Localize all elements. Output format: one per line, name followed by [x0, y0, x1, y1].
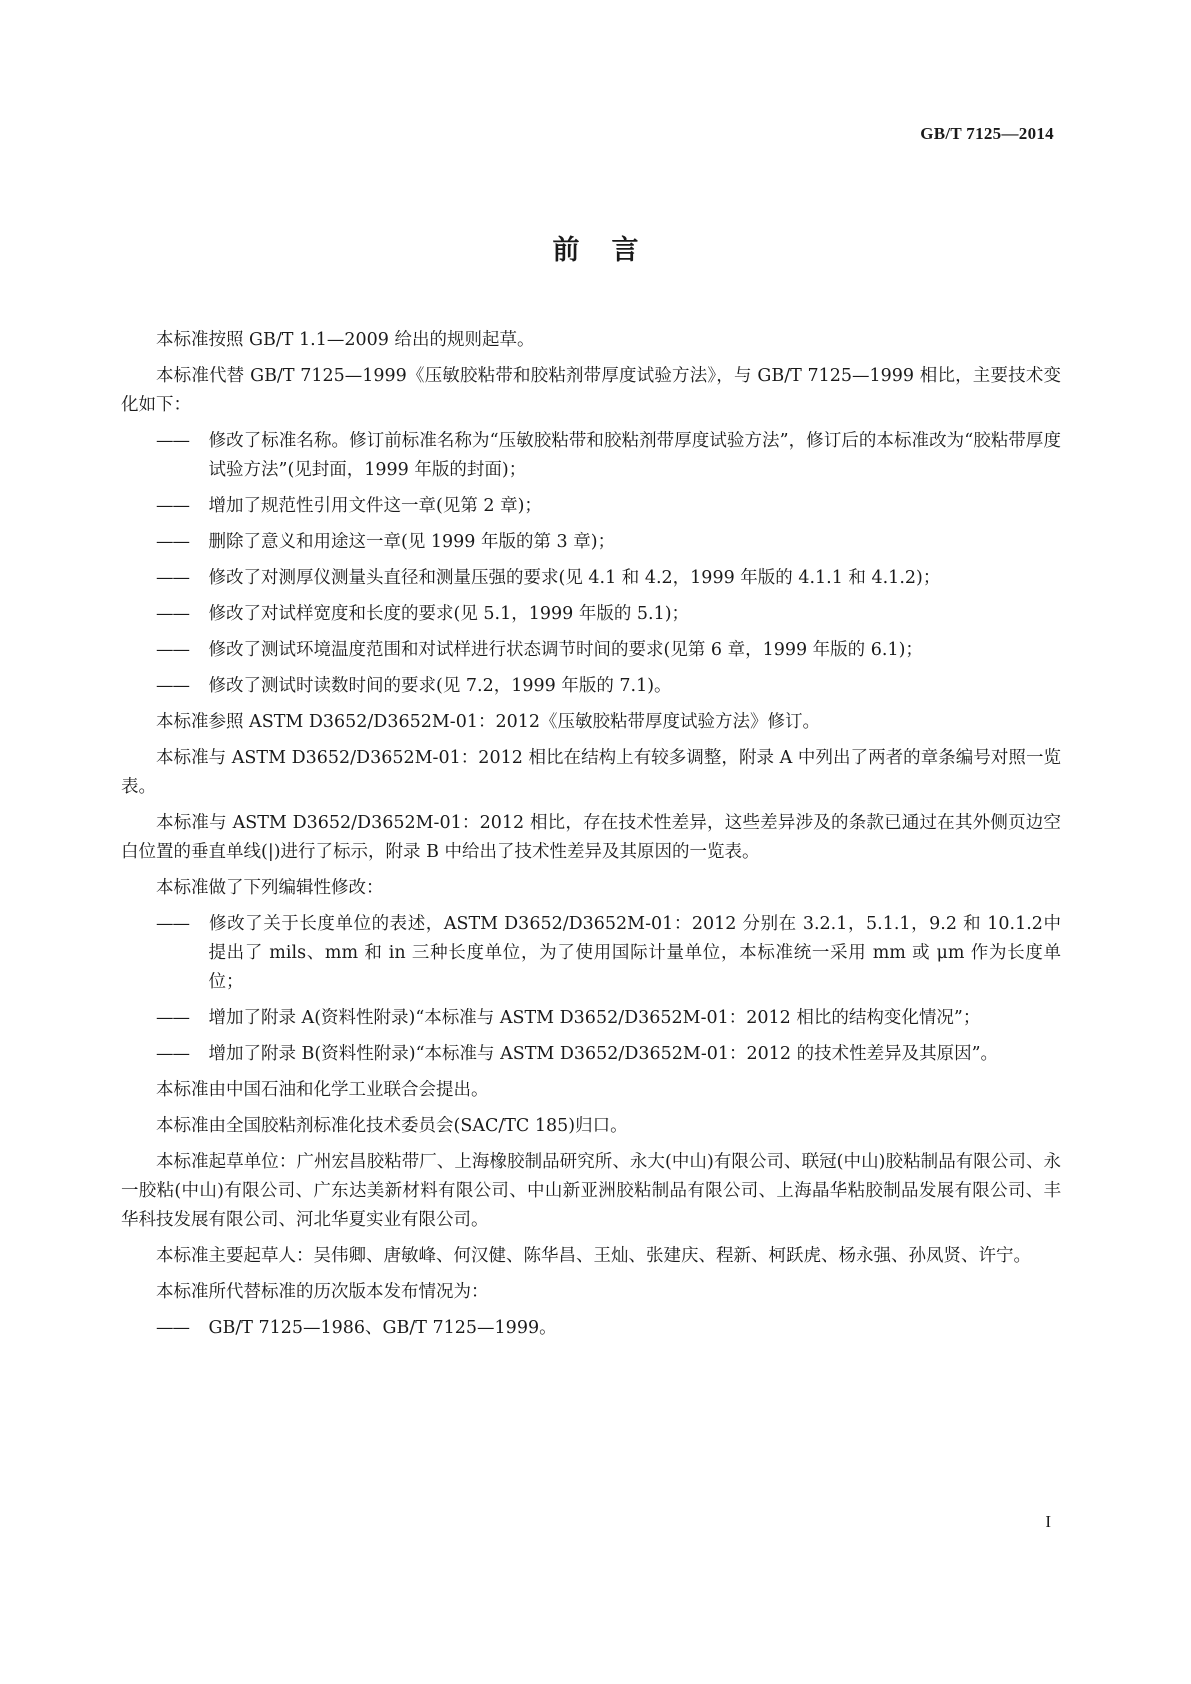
- list-item: [156, 672, 1061, 701]
- list-item: [156, 1314, 1061, 1343]
- list-dash: ——: [156, 604, 189, 624]
- paragraph: 本标准起草单位：广州宏昌胶粘带厂、上海橡胶制品研究所、永大(中山)有限公司、联冠(中山)胶粘制品有限公司、永一胶粘(中山)有限公司、广东达美新材料有限公司、中山新亚洲胶粘制品有限公司、上海晶华粘胶制品发展有限公司、丰华科技发展有限公司、河北华夏实业有限公司。: [121, 1152, 1061, 1230]
- paragraph: 本标准主要起草人：吴伟卿、唐敏峰、何汉健、陈华昌、王灿、张建庆、程新、柯跃虎、杨永强、孙凤贤、许宁。: [156, 1246, 1031, 1266]
- list-item-text: 修改了对试样宽度和长度的要求(见 5.1，1999 年版的 5.1)；: [208, 604, 690, 624]
- list-item: [156, 1004, 1061, 1033]
- paragraph: 本标准所代替标准的历次版本发布情况为：: [156, 1282, 489, 1302]
- list-item: [156, 528, 1061, 557]
- list-dash: ——: [156, 1318, 189, 1338]
- document-body: [121, 326, 1061, 1350]
- list-item-text: 删除了意义和用途这一章(见 1999 年版的第 3 章)；: [208, 532, 616, 552]
- list-item-text: 增加了规范性引用文件这一章(见第 2 章)；: [208, 496, 542, 516]
- list-item-text: 修改了关于长度单位的表述，ASTM D3652/D3652M-01：2012 分别在 3.2.1，5.1.1，9.2 和 10.1.2中提出了 mils、mm 和 in 三种长度单位，为了使用国际计量单位，本标准统一采用 mm 或 μm 作为长度单位；: [208, 914, 1061, 992]
- standard-code: GB/T 7125—2014: [920, 124, 1054, 143]
- list-item: [156, 636, 1061, 665]
- list-item: [156, 492, 1061, 521]
- list-item: [156, 600, 1061, 629]
- list-item-text: 修改了对测厚仪测量头直径和测量压强的要求(见 4.1 和 4.2，1999 年版的 4.1.1 和 4.1.2)；: [208, 568, 941, 588]
- list-dash: ——: [156, 568, 189, 588]
- paragraph: 本标准由全国胶粘剂标准化技术委员会(SAC/TC 185)归口。: [156, 1116, 628, 1136]
- list-dash: ——: [156, 1008, 189, 1028]
- list-item: [156, 427, 1061, 485]
- list-dash: ——: [156, 532, 189, 552]
- list-item: [156, 564, 1061, 593]
- paragraph: 本标准代替 GB/T 7125—1999《压敏胶粘带和胶粘剂带厚度试验方法》，与 GB/T 7125—1999 相比，主要技术变化如下：: [121, 366, 1061, 415]
- paragraph: 本标准与 ASTM D3652/D3652M-01：2012 相比，存在技术性差异，这些差异涉及的条款已通过在其外侧页边空白位置的垂直单线(|)进行了标示，附录 B 中给出了技术性差异及其原因的一览表。: [121, 813, 1061, 862]
- page-title: 前言: [552, 235, 671, 266]
- list-item: [156, 1040, 1061, 1069]
- list-dash: ——: [156, 496, 189, 516]
- list-item: [156, 910, 1061, 997]
- list-item-text: 增加了附录 B(资料性附录)“本标准与 ASTM D3652/D3652M-01：2012 的技术性差异及其原因”。: [208, 1044, 999, 1064]
- list-dash: ——: [156, 640, 189, 660]
- list-dash: ——: [156, 676, 189, 696]
- paragraph: 本标准做了下列编辑性修改：: [156, 878, 384, 898]
- list-dash: ——: [156, 431, 189, 451]
- paragraph: 本标准由中国石油和化学工业联合会提出。: [156, 1080, 489, 1100]
- list-item-text: 修改了测试时读数时间的要求(见 7.2，1999 年版的 7.1)。: [208, 676, 672, 696]
- list-item-text: 增加了附录 A(资料性附录)“本标准与 ASTM D3652/D3652M-01：2012 相比的结构变化情况”；: [208, 1008, 981, 1028]
- list-item-text: 修改了测试环境温度范围和对试样进行状态调节时间的要求(见第 6 章，1999 年版的 6.1)；: [208, 640, 923, 660]
- list-dash: ——: [156, 1044, 189, 1064]
- list-dash: ——: [156, 914, 189, 934]
- page-number: I: [1045, 1512, 1051, 1531]
- paragraph: 本标准参照 ASTM D3652/D3652M-01：2012《压敏胶粘带厚度试验方法》修订。: [156, 712, 821, 732]
- list-item-text: GB/T 7125—1986、GB/T 7125—1999。: [208, 1318, 557, 1338]
- list-item-text: 修改了标准名称。修订前标准名称为“压敏胶粘带和胶粘剂带厚度试验方法”，修订后的本标准改为“胶粘带厚度试验方法”(见封面，1999 年版的封面)；: [208, 431, 1061, 480]
- paragraph: 本标准与 ASTM D3652/D3652M-01：2012 相比在结构上有较多调整，附录 A 中列出了两者的章条编号对照一览表。: [121, 748, 1061, 797]
- paragraph: 本标准按照 GB/T 1.1—2009 给出的规则起草。: [156, 330, 535, 350]
